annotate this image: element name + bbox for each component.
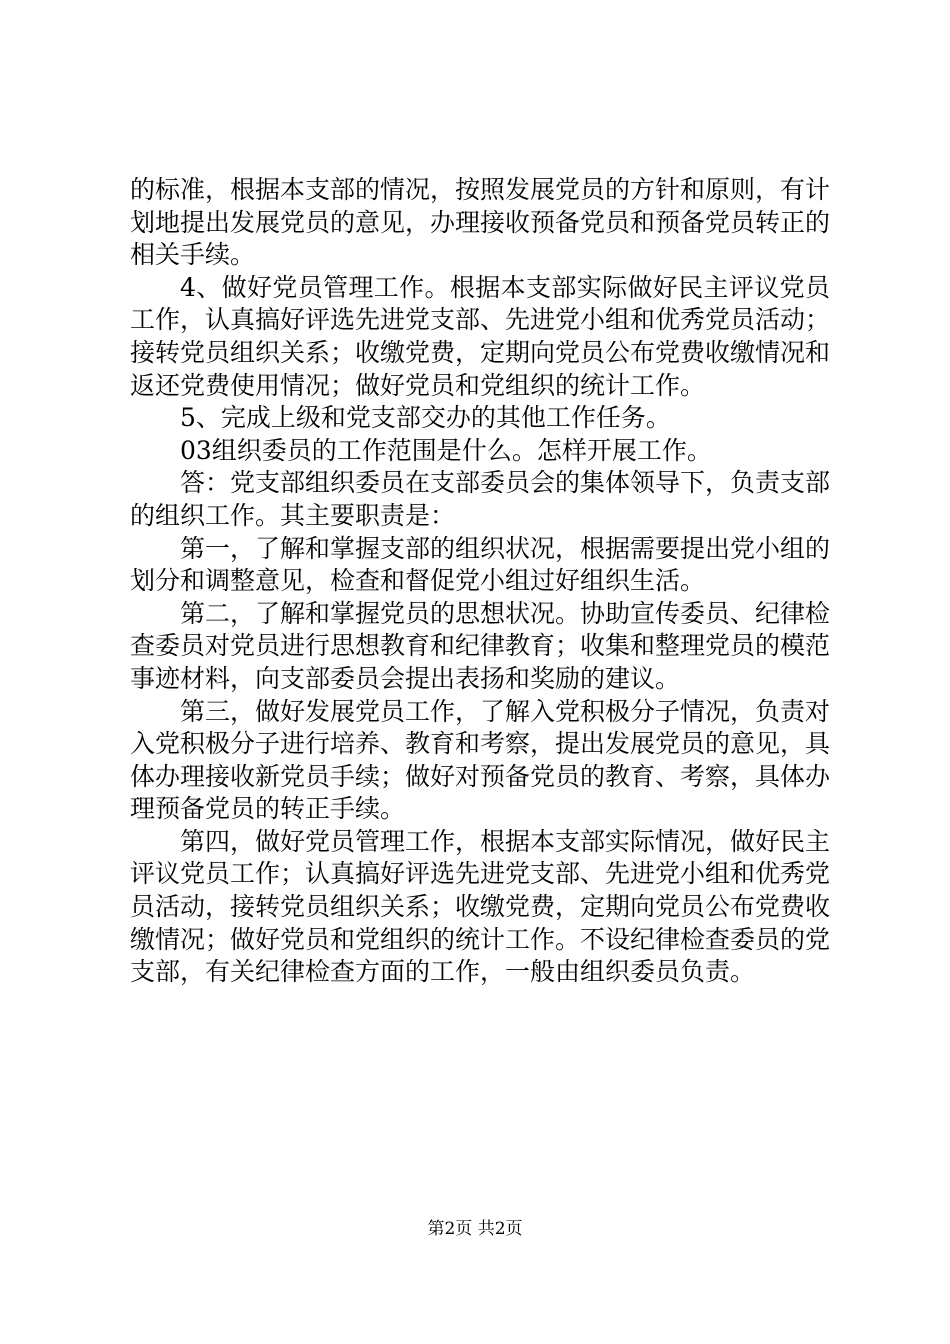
paragraph-3: 5、完成上级和党支部交办的其他工作任务。 <box>180 403 671 433</box>
paragraph-2: 4、做好党员管理工作。根据本支部实际做好民主评议党员工作，认真搞好评选先进党支部、先进党小组和优秀党员活动；接转党员组织关系；收缴党费，定期向党员公布党费收缴情况和返还党费使用情况；做好党员和党组织的统计工作。 <box>130 272 831 400</box>
paragraph-1: 的标准，根据本支部的情况，按照发展党员的方针和原则，有计划地提出发展党员的意见，办理接收预备党员和预备党员转正的相关手续。 <box>130 175 831 270</box>
section-heading: 03组织委员的工作范围是什么。怎样开展工作。 <box>180 435 712 465</box>
paragraph-first-duty: 第一，了解和掌握支部的组织状况，根据需要提出党小组的划分和调整意见，检查和督促党小组过好组织生活。 <box>130 533 831 596</box>
document-body <box>130 174 830 989</box>
page-footer: 第2页 共2页 <box>427 1219 523 1239</box>
paragraph-fourth-duty: 第四，做好党员管理工作，根据本支部实际情况，做好民主评议党员工作；认真搞好评选先进党支部、先进党小组和优秀党员活动，接转党员组织关系；收缴党费，定期向党员公布党费收缴情况；做好党员和党组织的统计工作。不设纪律检查委员的党支部，有关纪律检查方面的工作，一般由组织委员负责。 <box>130 826 831 987</box>
paragraph-third-duty: 第三，做好发展党员工作，了解入党积极分子情况，负责对入党积极分子进行培养、教育和考察，提出发展党员的意见，具体办理接收新党员手续；做好对预备党员的教育、考察，具体办理预备党员的转正手续。 <box>130 696 831 824</box>
paragraph-answer: 答：党支部组织委员在支部委员会的集体领导下，负责支部的组织工作。其主要职责是： <box>130 468 831 530</box>
paragraph-second-duty: 第二，了解和掌握党员的思想状况。协助宣传委员、纪律检查委员对党员进行思想教育和纪律教育；收集和整理党员的模范事迹材料，向支部委员会提出表扬和奖励的建议。 <box>130 598 831 693</box>
